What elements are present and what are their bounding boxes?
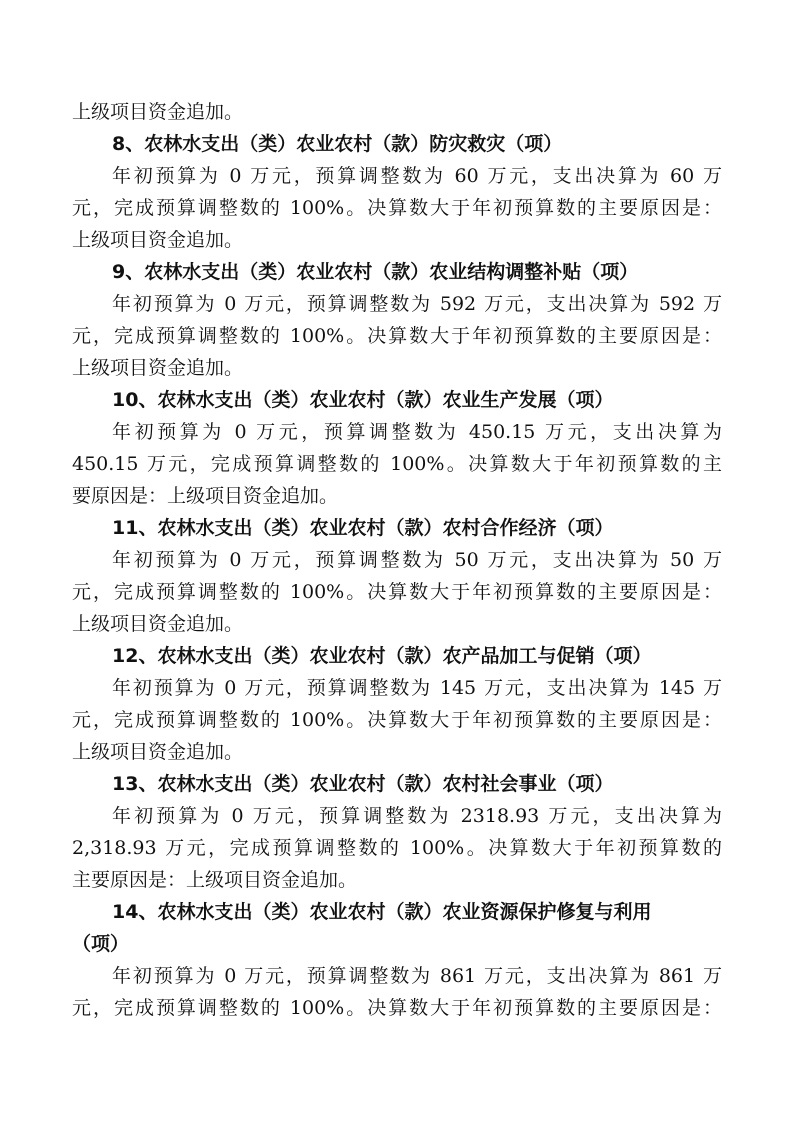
section-13-line-3: 主要原因是：上级项目资金追加。 bbox=[72, 869, 358, 891]
section-14-line-1: 年初预算为 0 万元，预算调整数为 861 万元，支出决算为 861 万 bbox=[112, 965, 722, 987]
section-8-line-1: 年初预算为 0 万元，预算调整数为 60 万元，支出决算为 60 万 bbox=[112, 165, 722, 187]
section-heading-10: 10、农林水支出（类）农业农村（款）农业生产发展（项） bbox=[112, 389, 614, 411]
section-13-line-1: 年初预算为 0 万元，预算调整数为 2318.93 万元，支出决算为 bbox=[112, 805, 722, 827]
section-12-line-3: 上级项目资金追加。 bbox=[72, 741, 244, 763]
section-12-line-2: 元，完成预算调整数的 100%。决算数大于年初预算数的主要原因是： bbox=[72, 709, 722, 731]
section-12-line-1: 年初预算为 0 万元，预算调整数为 145 万元，支出决算为 145 万 bbox=[112, 677, 722, 699]
section-heading-14-continued: （项） bbox=[72, 933, 130, 955]
document-page bbox=[72, 96, 722, 1024]
section-14-line-2: 元，完成预算调整数的 100%。决算数大于年初预算数的主要原因是： bbox=[72, 997, 722, 1019]
section-11-line-1: 年初预算为 0 万元，预算调整数为 50 万元，支出决算为 50 万 bbox=[112, 549, 722, 571]
section-13-line-2: 2,318.93 万元，完成预算调整数的 100%。决算数大于年初预算数的 bbox=[72, 837, 722, 859]
section-10-line-1: 年初预算为 0 万元，预算调整数为 450.15 万元，支出决算为 bbox=[112, 421, 722, 443]
lead-in-line: 上级项目资金追加。 bbox=[72, 101, 244, 123]
section-10-line-2: 450.15 万元，完成预算调整数的 100%。决算数大于年初预算数的主 bbox=[72, 453, 722, 475]
section-8-line-2: 元，完成预算调整数的 100%。决算数大于年初预算数的主要原因是： bbox=[72, 197, 722, 219]
section-9-line-3: 上级项目资金追加。 bbox=[72, 357, 244, 379]
section-9-line-1: 年初预算为 0 万元，预算调整数为 592 万元，支出决算为 592 万 bbox=[112, 293, 722, 315]
section-8-line-3: 上级项目资金追加。 bbox=[72, 229, 244, 251]
section-heading-14: 14、农林水支出（类）农业农村（款）农业资源保护修复与利用 bbox=[112, 901, 652, 923]
section-heading-13: 13、农林水支出（类）农业农村（款）农村社会事业（项） bbox=[112, 773, 614, 795]
section-heading-11: 11、农林水支出（类）农业农村（款）农村合作经济（项） bbox=[112, 517, 614, 539]
section-heading-8: 8、农林水支出（类）农业农村（款）防灾救灾（项） bbox=[112, 133, 563, 155]
section-11-line-3: 上级项目资金追加。 bbox=[72, 613, 244, 635]
section-11-line-2: 元，完成预算调整数的 100%。决算数大于年初预算数的主要原因是： bbox=[72, 581, 722, 603]
section-10-line-3: 要原因是：上级项目资金追加。 bbox=[72, 485, 339, 507]
section-heading-9: 9、农林水支出（类）农业农村（款）农业结构调整补贴（项） bbox=[112, 261, 639, 283]
section-9-line-2: 元，完成预算调整数的 100%。决算数大于年初预算数的主要原因是： bbox=[72, 325, 722, 347]
section-heading-12: 12、农林水支出（类）农业农村（款）农产品加工与促销（项） bbox=[112, 645, 652, 667]
